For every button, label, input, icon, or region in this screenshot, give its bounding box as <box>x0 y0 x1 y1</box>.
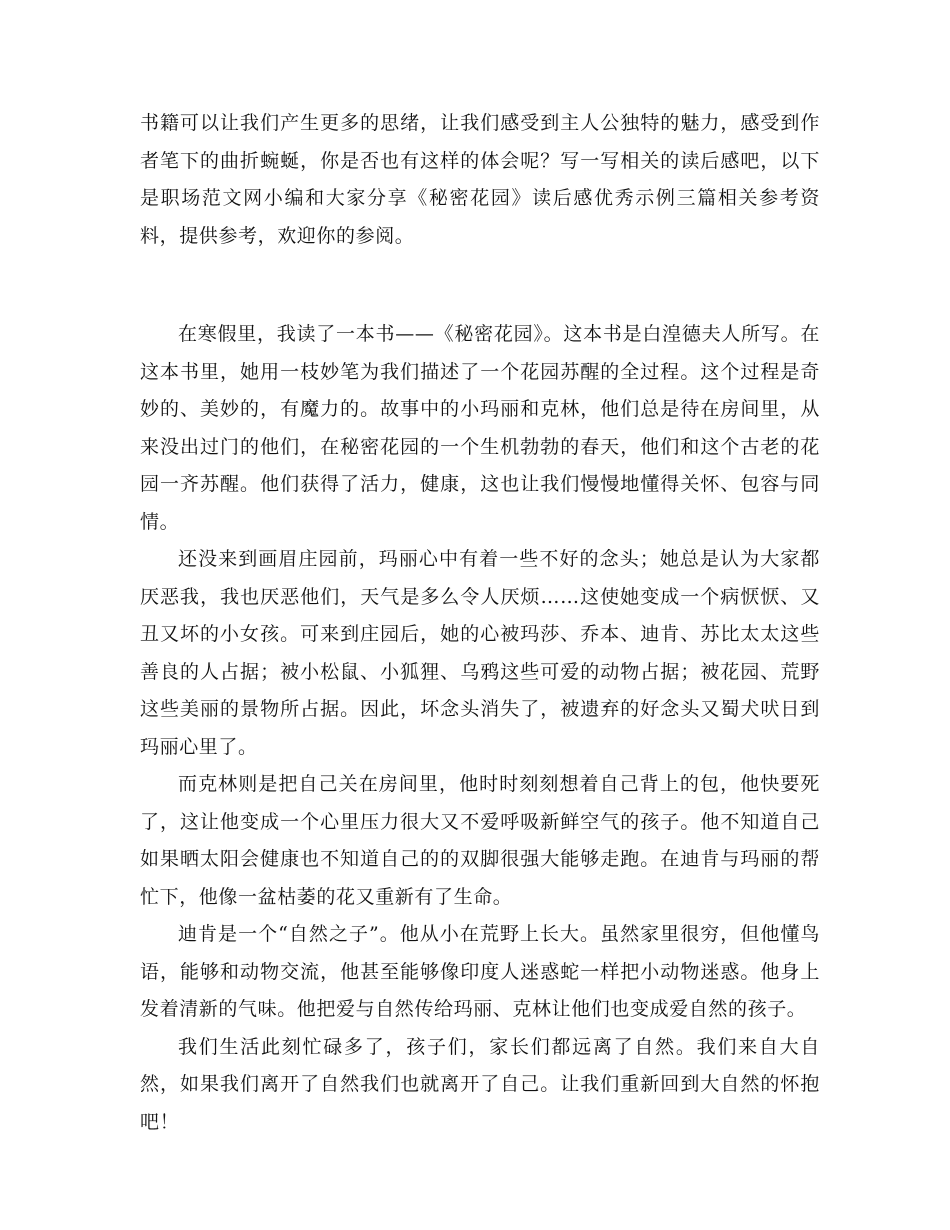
essay-paragraph-5: 我们生活此刻忙碌多了，孩子们，家长们都远离了自然。我们来自大自然，如果我们离开了自然我们也就离开了自己。让我们重新回到大自然的怀抱吧！ <box>140 1035 820 1133</box>
intro-paragraph: 书籍可以让我们产生更多的思绪，让我们感受到主人公独特的魅力，感受到作者笔下的曲折蜿蜒，你是否也有这样的体会呢？写一写相关的读后感吧，以下是职场范文网小编和大家分享《秘密花园》读后感优秀示例三篇相关参考资料，提供参考，欢迎你的参阅。 <box>140 112 820 247</box>
essay-paragraph-1: 在寒假里，我读了一本书——《秘密花园》。这本书是白湟德夫人所写。在这本书里，她用一枝妙笔为我们描述了一个花园苏醒的全过程。这个过程是奇妙的、美妙的，有魔力的。故事中的小玛丽和克林，他们总是待在房间里，从来没出过门的他们，在秘密花园的一个生机勃勃的春天，他们和这个古老的花园一齐苏醒。他们获得了活力，健康，这也让我们慢慢地懂得关怀、包容与同情。 <box>140 323 820 533</box>
essay-paragraph-2: 还没来到画眉庄园前，玛丽心中有着一些不好的念头；她总是认为大家都厌恶我，我也厌恶他们，天气是多么令人厌烦……这使她变成一个病恹恹、又丑又坏的小女孩。可来到庄园后，她的心被玛莎、乔本、迪肯、苏比太太这些善良的人占据；被小松鼠、小狐狸、乌鸦这些可爱的动物占据；被花园、荒野这些美丽的景物所占据。因此，坏念头消失了，被遗弃的好念头又蜀犬吠日到玛丽心里了。 <box>140 548 820 758</box>
essay-paragraph-4: 迪肯是一个“自然之子”。他从小在荒野上长大。虽然家里很穷，但他懂鸟语，能够和动物交流，他甚至能够像印度人迷惑蛇一样把小动物迷惑。他身上发着清新的气味。他把爱与自然传给玛丽、克林让他们也变成爱自然的孩子。 <box>140 923 820 1020</box>
essay-body <box>140 316 820 1141</box>
essay-paragraph-3: 而克林则是把自己关在房间里，他时时刻刻想着自己背上的包，他快要死了，这让他变成一个心里压力很大又不爱呼吸新鲜空气的孩子。他不知道自己如果晒太阳会健康也不知道自己的的双脚很强大能够走跑。在迪肯与玛丽的帮忙下，他像一盆枯萎的花又重新有了生命。 <box>140 773 820 908</box>
intro-section <box>140 105 820 255</box>
